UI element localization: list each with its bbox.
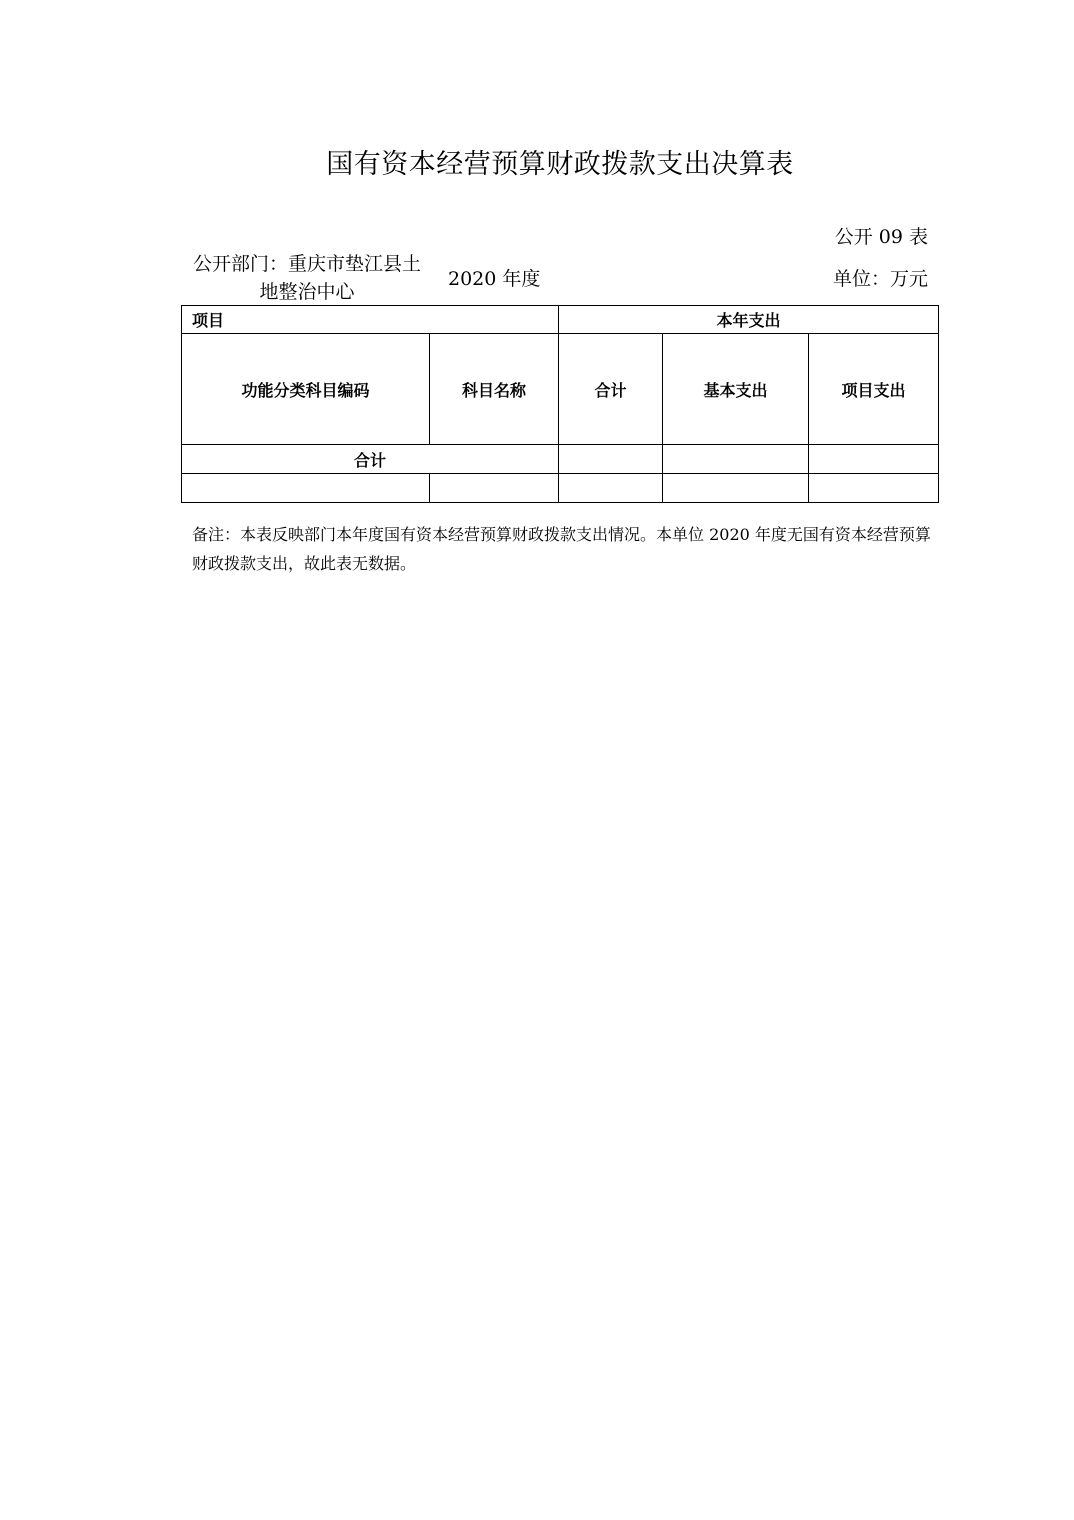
table-header-row [182,306,939,334]
form-number: 公开 09 表 [834,226,928,248]
table-cell [430,474,559,503]
header-current-year: 本年支出 [559,306,939,334]
expenditure-table [181,305,939,503]
col-name-header: 科目名称 [430,334,559,445]
total-row-label: 合计 [182,445,559,474]
table-row [182,474,939,503]
table-subheader-row [182,334,939,445]
table-cell [809,474,939,503]
header-item: 项目 [182,306,559,334]
table-cell [559,474,663,503]
remark-note: 备注：本表反映部门本年度国有资本经营预算财政拨款支出情况。本单位 2020 年度无国有资本经营预算财政拨款支出，故此表无数据。 [192,525,931,573]
table-cell [182,474,430,503]
col-total-header: 合计 [559,334,663,445]
page-title: 国有资本经营预算财政拨款支出决算表 [326,149,794,180]
col-code-header: 功能分类科目编码 [182,334,430,445]
total-cell [559,445,663,474]
total-row [182,445,939,474]
department-label: 公开部门：重庆市垫江县土地整治中心 [192,253,421,303]
fiscal-year: 2020 年度 [448,268,541,290]
table-cell [663,474,809,503]
basic-cell [663,445,809,474]
project-cell [809,445,939,474]
col-basic-header: 基本支出 [663,334,809,445]
col-project-header: 项目支出 [809,334,939,445]
unit-label: 单位：万元 [832,268,928,290]
